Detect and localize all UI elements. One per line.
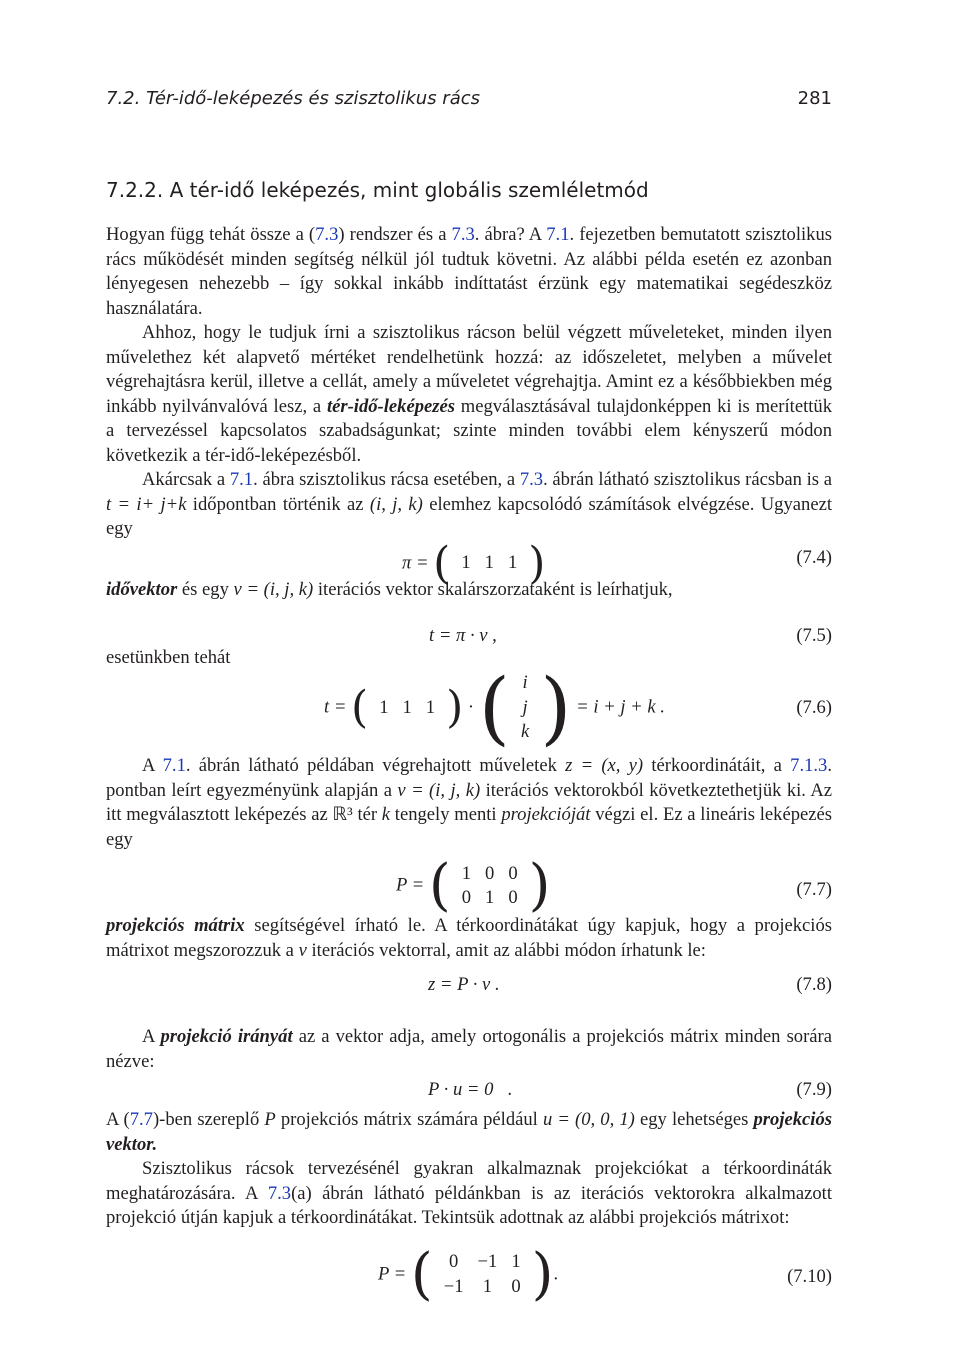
text: az a vektor adja, amely ortogonális a projekciós mátrix minden sorára nézve: (106, 1026, 832, 1072)
text: A (142, 755, 163, 776)
figure-link[interactable]: 7.3 (519, 469, 544, 490)
matrix-cell: 0 (448, 1251, 459, 1272)
column-vector (514, 671, 536, 745)
matrix-cell: i (522, 672, 528, 694)
section-heading: 7.2.2. A tér-idő leképezés, mint globális szemléletmód (106, 178, 649, 202)
equation-number: (7.8) (796, 974, 832, 995)
equation-7-9 (106, 1078, 832, 1108)
math-inline: z = (x, y) (565, 755, 644, 776)
text: . ábra? A (474, 224, 547, 245)
text: segítségével írható le. A térkoordinátákat úgy kapjuk, hogy a projekciós mátrixot megszorozzuk a (106, 915, 832, 961)
text: megválasztásával tulajdonképpen ki is merítettük a tervezéssel kapcsolatos szabadságunkat; szinte minden további elem kényszerű módon következik a tér-idő-leképezésből. (106, 395, 833, 466)
text: A (142, 1026, 161, 1047)
row-vector (372, 696, 442, 721)
eq-lhs: P = (378, 1262, 407, 1284)
eq-lhs: π = (402, 551, 429, 573)
equation-number: (7.10) (787, 1265, 832, 1287)
text: időpontban történik az (186, 493, 370, 515)
math-inline: v = (i, j, k) (233, 578, 314, 600)
text: tér (352, 804, 382, 825)
period: . (553, 1262, 559, 1284)
text: . fejezetben bemutatott szisztolikus rács működését minden segítség nélkül jól tudtuk követni. Az alábbi példa esetén ez azonban lényegesen nehezebb – így sokkal inkább indíttatást érzünk egy matematikai segédeszköz használatára. (106, 224, 833, 319)
text: tengely menti (390, 804, 502, 825)
text: esetünkben tehát (106, 647, 231, 668)
matrix-cell: 1 (511, 1251, 521, 1272)
running-head: 7.2. Tér-idő-leképezés és szisztolikus rács (106, 88, 480, 109)
matrix-cell: k (521, 721, 530, 743)
text: Akárcsak a (142, 469, 230, 490)
equation-7-6 (106, 647, 832, 754)
math-inline: k (381, 804, 391, 825)
text: iterációs vektorokból következtethetjük ki. Az itt megválasztott leképezés az (106, 779, 833, 825)
right-paren: ) (528, 853, 551, 918)
left-paren: ( (410, 1241, 433, 1307)
math-inline: ℝ³ (332, 804, 353, 825)
matrix-cell: 0 (461, 887, 472, 908)
text: iterációs vektor skalárszorzataként is leírhatjuk, (313, 578, 673, 600)
equation-number: (7.9) (796, 1079, 832, 1100)
text: A ( (106, 1109, 130, 1130)
text: projekciós mátrix számára például (275, 1109, 543, 1130)
matrix (455, 862, 525, 911)
paragraph-9 (106, 1108, 832, 1157)
figure-link[interactable]: 7.1 (162, 755, 186, 776)
term: projekciós mátrix (106, 915, 245, 936)
text: (a) ábrán látható példánkban is az iterációs vektorokra alkalmazott projekció útján kapjuk a térkoordinátákat. Tekintsük adottnak az alábbi projekciós mátrixot: (106, 1182, 833, 1228)
paragraph-3 (106, 468, 832, 542)
math-inline: u = (0, 0, 1) (542, 1109, 635, 1130)
matrix-cell: 1 (484, 552, 494, 574)
left-paren: ( (433, 537, 451, 589)
eq-rhs: = i + j + k . (576, 696, 665, 718)
right-paren: ) (531, 1241, 554, 1307)
math-inline: v = (i, j, k) (397, 779, 481, 801)
matrix-cell: −1 (443, 1275, 464, 1297)
matrix-cell: 1 (402, 696, 412, 718)
text: . ábrán látható példában végrehajtott műveletek (185, 755, 566, 776)
right-paren: ) (446, 682, 464, 733)
text: Ahhoz, hogy le tudjuk írni a szisztolikus rácson belül végzett műveleteket, minden ilyen művelethez két alapvető mértéket rendelhetünk hozzá: az időszeletet, melyben a művelet végrehajtásra kerül, illetve a cellát, amely a műveletet végrehajtja. Amint ez a későbbiekben még inkább nyilvánvalóvá lesz, a (106, 322, 832, 417)
equation-number: (7.7) (796, 879, 832, 900)
matrix-cell: 0 (508, 887, 518, 908)
equation-7-7 (106, 853, 832, 918)
text: végzi el. Ez a lineáris leképezés egy (106, 804, 832, 850)
right-paren: ) (528, 537, 546, 589)
matrix-cell: 1 (485, 887, 495, 908)
math-inline: (i, j, k) (369, 493, 423, 515)
text: Szisztolikus rácsok tervezésénél gyakran alkalmaznak projekciókat a térkoordináták meghatározására. A (106, 1158, 832, 1204)
term: idővektor (106, 578, 178, 600)
matrix-cell: 1 (461, 862, 472, 884)
equation-number: (7.4) (796, 546, 832, 568)
equation-link[interactable]: 7.7 (129, 1109, 153, 1130)
text: és egy (177, 578, 234, 600)
eq-lhs: t = (324, 696, 347, 718)
section-link[interactable]: 7.1.3 (790, 755, 828, 776)
eq-expr: z = P · v . (428, 974, 500, 995)
chapter-link[interactable]: 7.1 (546, 224, 570, 245)
term: tér-idő-leképezés (326, 395, 455, 417)
text: ) rendszer és a (338, 224, 452, 245)
matrix-cell: −1 (477, 1251, 498, 1272)
dot-operator: · (467, 696, 475, 718)
text: )-ben szereplő (152, 1109, 265, 1130)
term: projekció irányát (160, 1026, 293, 1047)
text: térkoordinátáit, a (643, 755, 791, 776)
matrix-cell: 1 (425, 696, 436, 718)
eq-expr: P · u = 0⃗. (428, 1079, 513, 1100)
body-text (106, 223, 833, 1307)
math-inline: v (298, 939, 307, 961)
math-inline: t = i+ j+k (106, 493, 187, 515)
left-paren: ( (351, 682, 369, 733)
text: . pontban leírt egyezményünk alapján a (106, 755, 832, 801)
matrix-cell: 0 (508, 862, 518, 884)
right-paren: ) (540, 661, 572, 754)
text: egy lehetséges (634, 1109, 754, 1130)
left-paren: ( (428, 853, 451, 918)
figure-link[interactable]: 7.3 (267, 1182, 292, 1204)
paragraph-8 (106, 1025, 832, 1074)
equation-7-10 (106, 1241, 832, 1307)
matrix-cell: 1 (461, 552, 471, 574)
paragraph-2 (106, 321, 832, 468)
matrix (437, 1250, 528, 1299)
text: iterációs vektorral, amit az alábbi módon írhatunk le: (306, 939, 706, 961)
paragraph-7 (106, 914, 832, 963)
equation-7-8 (106, 973, 832, 1025)
figure-link[interactable]: 7.3 (451, 224, 475, 245)
matrix-cell: 1 (482, 1275, 493, 1297)
figure-link[interactable]: 7.1 (229, 469, 254, 490)
text: elemhez kapcsolódó számítások elvégzése. Ugyanezt egy (106, 493, 832, 539)
equation-number: (7.6) (796, 697, 832, 718)
left-paren: ( (478, 661, 510, 754)
eq-lhs: P = (396, 874, 425, 896)
matrix-cell: j (522, 696, 528, 718)
text: Hogyan függ tehát össze a ( (106, 224, 316, 245)
text: . ábrán látható szisztolikus rácsban is a (543, 469, 832, 490)
matrix-cell: 1 (379, 696, 389, 718)
emphasis: projekcióját (501, 804, 591, 825)
matrix-cell: 0 (485, 862, 495, 884)
page-number: 281 (797, 88, 832, 109)
row-vector (454, 551, 524, 576)
math-inline: P (264, 1109, 276, 1130)
eq-expr: t = π · v , (429, 625, 497, 646)
text: . ábra szisztolikus rácsa esetében, a (253, 469, 520, 490)
paragraph-1 (106, 223, 832, 321)
paragraph-10 (106, 1157, 832, 1231)
equation-number: (7.5) (796, 625, 832, 646)
matrix-cell: 1 (507, 552, 518, 574)
term: projekciós vektor. (106, 1109, 832, 1155)
equation-link[interactable]: 7.3 (315, 224, 339, 245)
matrix-cell: 0 (511, 1275, 521, 1297)
paragraph-6 (106, 754, 832, 852)
